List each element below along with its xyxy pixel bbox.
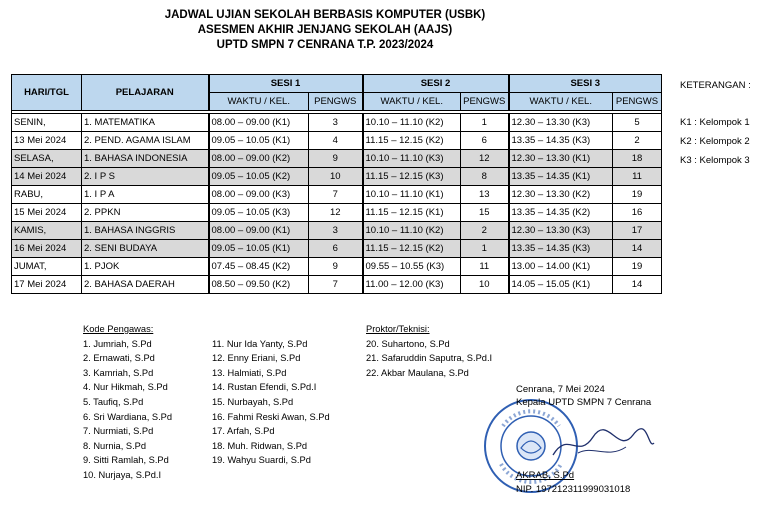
day-name: RABU,	[12, 186, 82, 204]
list-item: 17. Arfah, S.Pd	[212, 426, 275, 437]
subject: 1. BAHASA INGGRIS	[82, 222, 209, 240]
day-date: 14 Mei 2024	[12, 168, 82, 186]
sesi2-time: 11.00 – 12.00 (K3)	[363, 276, 461, 294]
subject: 1. I P A	[82, 186, 209, 204]
sesi3-time: 12.30 – 13.30 (K3)	[509, 114, 613, 132]
sesi3-pengws: 17	[613, 222, 662, 240]
sesi1-pengws: 3	[309, 114, 363, 132]
subject: 1. BAHASA INDONESIA	[82, 150, 209, 168]
list-item: 3. Kamriah, S.Pd	[83, 367, 154, 378]
sesi3-time: 13.35 – 14.35 (K3)	[509, 132, 613, 150]
day-date: 17 Mei 2024	[12, 276, 82, 294]
table-row	[12, 186, 662, 204]
sesi3-time: 13.35 – 14.35 (K1)	[509, 168, 613, 186]
header-pelajaran: PELAJARAN	[82, 75, 209, 111]
proktor-heading: Proktor/Teknisi:	[366, 324, 430, 334]
table-row	[12, 258, 662, 276]
subject: 1. MATEMATIKA	[82, 114, 209, 132]
sesi3-pengws: 5	[613, 114, 662, 132]
sesi1-pengws: 9	[309, 258, 363, 276]
sesi1-time: 08.00 – 09.00 (K3)	[209, 186, 309, 204]
signature-nip: NIP. 197212311999031018	[516, 484, 631, 495]
list-item: 21. Safaruddin Saputra, S.Pd.I	[366, 353, 493, 364]
day-date: 15 Mei 2024	[12, 204, 82, 222]
sesi3-pengws: 2	[613, 132, 662, 150]
sesi1-time: 08.00 – 09.00 (K2)	[209, 150, 309, 168]
sesi1-pengws: 9	[309, 150, 363, 168]
title-line-2: ASESMEN AKHIR JENJANG SEKOLAH (AAJS)	[197, 24, 453, 36]
header-pengws: PENGWS	[309, 93, 363, 111]
subject: 2. PPKN	[82, 204, 209, 222]
sesi3-time: 12.30 – 13.30 (K1)	[509, 150, 613, 168]
sesi3-time: 13.35 – 14.35 (K2)	[509, 204, 613, 222]
keterangan-title: KETERANGAN :	[680, 80, 751, 91]
list-item: 6. Sri Wardiana, S.Pd	[83, 411, 173, 422]
list-item: 22. Akbar Maulana, S.Pd	[366, 367, 469, 378]
sesi1-pengws: 7	[309, 276, 363, 294]
day-date: 16 Mei 2024	[12, 240, 82, 258]
sesi3-time: 13.35 – 14.35 (K3)	[509, 240, 613, 258]
handwritten-signature	[548, 425, 658, 465]
sesi1-time: 07.45 – 08.45 (K2)	[209, 258, 309, 276]
sesi3-time: 12.30 – 13.30 (K3)	[509, 222, 613, 240]
header-waktu: WAKTU / KEL.	[209, 93, 309, 111]
sesi2-pengws: 10	[461, 276, 509, 294]
sesi1-pengws: 6	[309, 240, 363, 258]
pengawas-heading: Kode Pengawas:	[83, 324, 154, 334]
list-item: 8. Nurnia, S.Pd	[83, 440, 147, 451]
table-row	[12, 168, 662, 186]
sesi1-time: 09.05 – 10.05 (K1)	[209, 240, 309, 258]
sesi3-time: 13.00 – 14.00 (K1)	[509, 258, 613, 276]
list-item: 7. Nurmiati, S.Pd	[83, 426, 154, 437]
signature-place-date: Cenrana, 7 Mei 2024	[516, 384, 605, 395]
list-item: 16. Fahmi Reski Awan, S.Pd	[212, 411, 330, 422]
header-pengws: PENGWS	[461, 93, 509, 111]
sesi1-time: 08.00 – 09.00 (K1)	[209, 222, 309, 240]
sesi2-pengws: 11	[461, 258, 509, 276]
table-row	[12, 132, 662, 150]
day-name: KAMIS,	[12, 222, 82, 240]
sesi1-time: 09.05 – 10.05 (K2)	[209, 168, 309, 186]
sesi3-pengws: 11	[613, 168, 662, 186]
sesi2-pengws: 8	[461, 168, 509, 186]
list-item: 13. Halmiati, S.Pd	[212, 367, 287, 378]
list-item: 15. Nurbayah, S.Pd	[212, 396, 294, 407]
sesi2-pengws: 1	[461, 114, 509, 132]
sesi2-time: 11.15 – 12.15 (K2)	[363, 240, 461, 258]
header-waktu: WAKTU / KEL.	[363, 93, 461, 111]
proktor-list	[366, 322, 492, 380]
list-item: 9. Sitti Ramlah, S.Pd	[83, 455, 169, 466]
sesi3-pengws: 14	[613, 240, 662, 258]
header-pengws: PENGWS	[613, 93, 662, 111]
subject: 2. I P S	[82, 168, 209, 186]
sesi2-time: 10.10 – 11.10 (K3)	[363, 150, 461, 168]
sesi3-pengws: 19	[613, 258, 662, 276]
sesi1-pengws: 3	[309, 222, 363, 240]
sesi2-time: 10.10 – 11.10 (K2)	[363, 222, 461, 240]
list-item: 12. Enny Eriani, S.Pd	[212, 353, 301, 364]
sesi1-time: 09.05 – 10.05 (K3)	[209, 204, 309, 222]
header-sesi-3: SESI 3	[509, 75, 662, 93]
sesi2-time: 10.10 – 11.10 (K1)	[363, 186, 461, 204]
header-sesi-2: SESI 2	[363, 75, 509, 93]
day-name: SENIN,	[12, 114, 82, 132]
list-item: 11. Nur Ida Yanty, S.Pd	[212, 338, 308, 349]
title-line-1: JADWAL UJIAN SEKOLAH BERBASIS KOMPUTER (USBK)	[164, 9, 486, 21]
list-item: 18. Muh. Ridwan, S.Pd	[212, 440, 308, 451]
sesi2-time: 10.10 – 11.10 (K2)	[363, 114, 461, 132]
sesi1-time: 08.00 – 09.00 (K1)	[209, 114, 309, 132]
subject: 2. BAHASA DAERAH	[82, 276, 209, 294]
sesi2-time: 09.55 – 10.55 (K3)	[363, 258, 461, 276]
list-item: 20. Suhartono, S.Pd	[366, 338, 450, 349]
table-row	[12, 276, 662, 294]
day-name: JUMAT,	[12, 258, 82, 276]
day-date: 13 Mei 2024	[12, 132, 82, 150]
table-row	[12, 240, 662, 258]
list-item: 2. Ernawati, S.Pd	[83, 353, 155, 364]
list-item: 14. Rustan Efendi, S.Pd.I	[212, 382, 317, 393]
title-line-3: UPTD SMPN 7 CENRANA T.P. 2023/2024	[216, 39, 434, 51]
sesi3-pengws: 16	[613, 204, 662, 222]
signature-position: Kepala UPTD SMPN 7 Cenrana	[516, 397, 652, 408]
header-hari: HARI/TGL	[12, 75, 82, 111]
keterangan-item: K3 : Kelompok 3	[680, 155, 750, 166]
sesi2-time: 11.15 – 12.15 (K1)	[363, 204, 461, 222]
sesi1-pengws: 7	[309, 186, 363, 204]
list-item: 1. Jumriah, S.Pd	[83, 338, 152, 349]
sesi2-pengws: 15	[461, 204, 509, 222]
subject: 2. PEND. AGAMA ISLAM	[82, 132, 209, 150]
signature-name: AKRAB, S.Pd	[516, 470, 575, 481]
list-item: 19. Wahyu Suardi, S.Pd	[212, 455, 311, 466]
subject: 1. PJOK	[82, 258, 209, 276]
day-name: SELASA,	[12, 150, 82, 168]
sesi2-pengws: 6	[461, 132, 509, 150]
list-item: 10. Nurjaya, S.Pd.I	[83, 469, 162, 480]
pengawas-list-2	[212, 337, 330, 468]
sesi2-pengws: 13	[461, 186, 509, 204]
keterangan-item: K1 : Kelompok 1	[680, 117, 750, 128]
table-row	[12, 204, 662, 222]
sesi3-pengws: 14	[613, 276, 662, 294]
keterangan-item: K2 : Kelompok 2	[680, 136, 750, 147]
sesi1-pengws: 12	[309, 204, 363, 222]
sesi2-pengws: 2	[461, 222, 509, 240]
pengawas-list-1	[83, 322, 172, 483]
schedule-table	[11, 74, 662, 294]
sesi2-time: 11.15 – 12.15 (K2)	[363, 132, 461, 150]
sesi3-pengws: 19	[613, 186, 662, 204]
list-item: 5. Taufiq, S.Pd	[83, 396, 144, 407]
sesi1-pengws: 4	[309, 132, 363, 150]
sesi1-time: 08.50 – 09.50 (K2)	[209, 276, 309, 294]
sesi1-time: 09.05 – 10.05 (K1)	[209, 132, 309, 150]
sesi3-pengws: 18	[613, 150, 662, 168]
header-waktu: WAKTU / KEL.	[509, 93, 613, 111]
sesi3-time: 12.30 – 13.30 (K2)	[509, 186, 613, 204]
subject: 2. SENI BUDAYA	[82, 240, 209, 258]
sesi2-pengws: 12	[461, 150, 509, 168]
sesi2-time: 11.15 – 12.15 (K3)	[363, 168, 461, 186]
table-row	[12, 222, 662, 240]
header-sesi-1: SESI 1	[209, 75, 363, 93]
sesi3-time: 14.05 – 15.05 (K1)	[509, 276, 613, 294]
sesi1-pengws: 10	[309, 168, 363, 186]
list-item: 4. Nur Hikmah, S.Pd	[83, 382, 168, 393]
table-row	[12, 114, 662, 132]
sesi2-pengws: 1	[461, 240, 509, 258]
table-row	[12, 150, 662, 168]
